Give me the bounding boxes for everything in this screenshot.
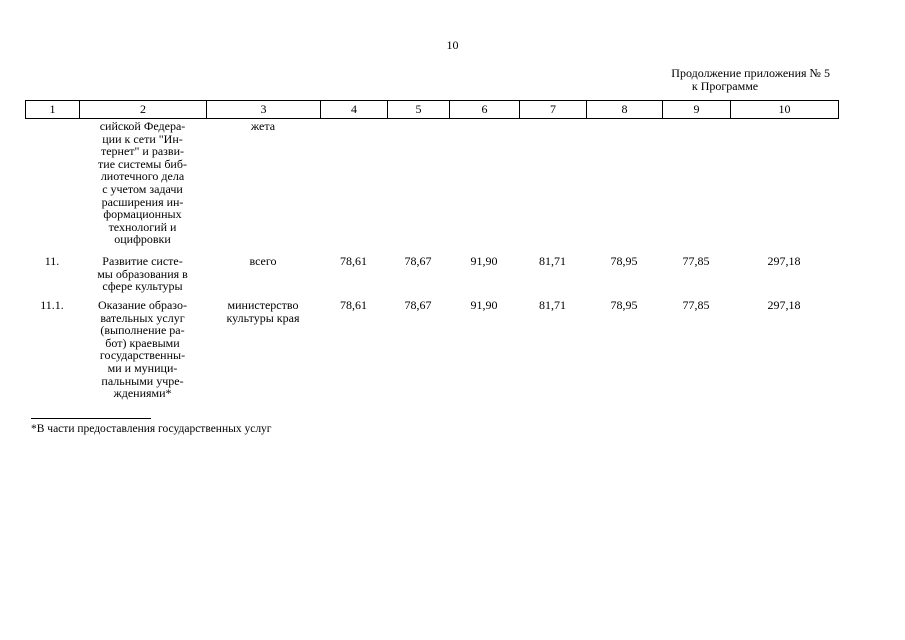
column-header-1: 1 <box>26 101 80 119</box>
appendix-heading-line1: Продолжение приложения № 5 <box>671 66 830 80</box>
row-number: 11.1. <box>40 298 64 312</box>
value-col-10: 297,18 <box>767 254 801 268</box>
column-header-6: 6 <box>450 101 520 119</box>
appendix-heading <box>620 67 830 93</box>
column-header-10: 10 <box>731 101 839 119</box>
value-col-8: 78,95 <box>610 254 638 268</box>
value-col-5: 78,67 <box>404 254 432 268</box>
footnote: *В части предоставления государственных услуг <box>31 423 272 435</box>
column-header-row <box>26 101 839 119</box>
funding-source: министерство культуры края <box>226 298 300 325</box>
value-col-10: 297,18 <box>767 298 801 312</box>
funding-source: всего <box>249 254 277 268</box>
value-col-4: 78,61 <box>340 254 367 268</box>
column-header-2: 2 <box>80 101 207 119</box>
column-header-table <box>25 100 839 119</box>
appendix-heading-line2: к Программе <box>691 79 759 93</box>
value-col-5: 78,67 <box>404 298 432 312</box>
program-name-continued: сийской Федера- ции к сети "Ин- тернет" и разви- тие системы биб- лиотечного дела с учетом задачи расширения ин- формационных технологий и оцифровки <box>98 119 187 247</box>
value-col-9: 77,85 <box>682 254 710 268</box>
value-col-7: 81,71 <box>539 298 566 312</box>
value-col-6: 91,90 <box>470 254 498 268</box>
column-header-4: 4 <box>321 101 388 119</box>
column-header-7: 7 <box>520 101 587 119</box>
footnote-divider <box>31 418 151 419</box>
value-col-8: 78,95 <box>610 298 638 312</box>
column-header-9: 9 <box>663 101 731 119</box>
value-col-9: 77,85 <box>682 298 710 312</box>
program-name: Развитие систе- мы образования в сфере культуры <box>97 254 188 294</box>
value-col-7: 81,71 <box>539 254 566 268</box>
column-header-3: 3 <box>207 101 321 119</box>
column-header-5: 5 <box>388 101 450 119</box>
row-number: 11. <box>44 254 60 268</box>
program-name: Оказание образо- вательных услуг (выполнение ра- бот) краевыми государственны- ми и муници- пальными учре- ждениями* <box>98 298 187 401</box>
value-col-6: 91,90 <box>470 298 498 312</box>
funding-source-continued: жета <box>250 119 276 133</box>
page-number: 10 <box>446 38 459 52</box>
column-header-8: 8 <box>587 101 663 119</box>
value-col-4: 78,61 <box>340 298 367 312</box>
